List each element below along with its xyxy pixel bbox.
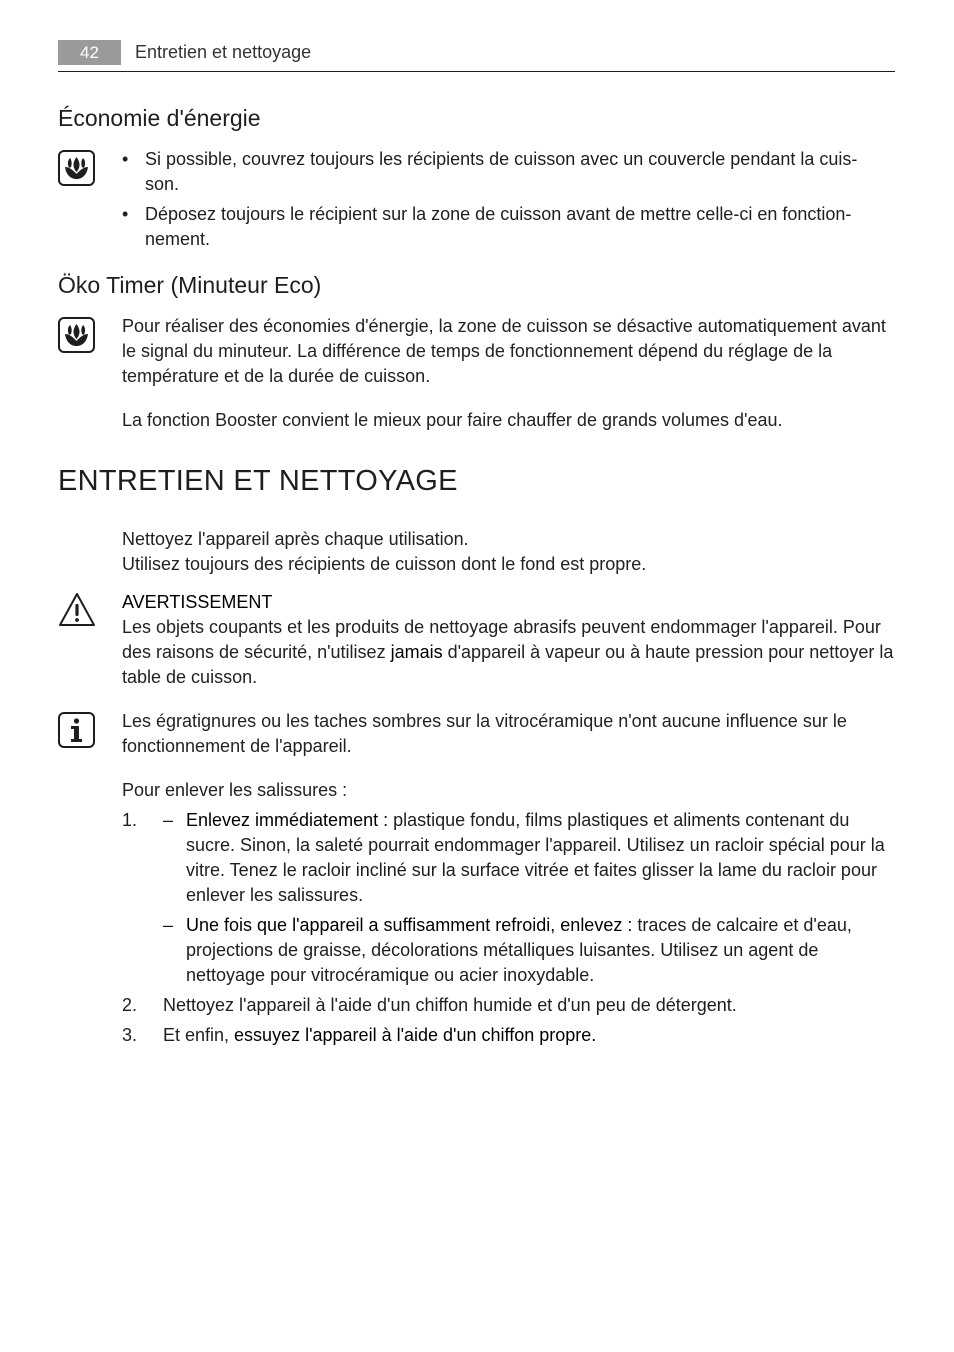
step-text-lead: essuyez l'appareil à l'aide d'un chiffon propre.: [234, 1025, 597, 1045]
info-text: Les égratignures ou les taches sombres sur la vitrocéramique n'ont aucune influence sur le fonctionnement de l'appareil.: [122, 711, 847, 756]
page-number: 42: [58, 40, 121, 65]
bullet-dot-icon: •: [122, 204, 129, 224]
paragraph: Utilisez toujours des récipients de cuisson dont le fond est propre.: [122, 554, 647, 574]
info-icon: [58, 712, 95, 753]
cleaning-intro: [122, 527, 894, 577]
sub-item-lead: Enlevez immédiatement :: [186, 810, 389, 830]
step-text-prefix: Et enfin,: [163, 1025, 235, 1045]
step-number: 2.: [122, 995, 138, 1015]
sub-item-text: traces de calcaire et d'eau, projections de graisse, décolorations métalliques luisantes. Utilisez un agent de nettoyage pour vitrocéramique ou acier inoxydable.: [186, 915, 852, 985]
warning-block: [122, 590, 894, 690]
warning-text: [122, 615, 894, 690]
paragraph: Nettoyez l'appareil après chaque utilisation.: [122, 529, 469, 549]
bullet-line: son.: [145, 174, 180, 194]
running-title: Entretien et nettoyage: [135, 42, 312, 62]
bullet-line: nement.: [145, 229, 211, 249]
dash-marker: –: [163, 915, 174, 935]
bullet-line: Déposez toujours le récipient sur la zone de cuisson avant de mettre celle-ci en fonction-: [145, 204, 852, 224]
warning-text-part: d'appareil à vapeur ou à haute pression pour nettoyer la table de cuisson.: [122, 642, 894, 687]
bullet-dot-icon: •: [122, 149, 129, 169]
warning-text-part: Les objets coupants et les produits de nettoyage abrasifs peuvent endommager l'appareil. Pour des raisons de sécurité, n'utilisez: [122, 617, 881, 662]
warning-title: AVERTISSEMENT: [122, 592, 273, 612]
energy-bullet-list: [122, 147, 894, 257]
list-item: [122, 202, 894, 252]
sub-item-text: plastique fondu, films plastiques et aliments contenant du sucre. Sinon, la saleté pourrait endommager l'appareil. Utilisez un racloir spécial pour la vitre. Tenez le racloir incliné sur la surface vitrée et faites glisser la lame du racloir pour enlever les salissures.: [186, 810, 885, 905]
list-item: [122, 993, 894, 1018]
list-item: [122, 1023, 894, 1048]
sub-item: [163, 808, 894, 908]
cleaning-heading: ENTRETIEN ET NETTOYAGE: [58, 465, 458, 497]
list-item: [122, 808, 894, 988]
list-item: [122, 147, 894, 197]
eco-timer-text: [122, 314, 894, 433]
step-number: 3.: [122, 1025, 138, 1045]
step-number: 1.: [122, 810, 138, 830]
warning-emphasis: jamais: [390, 642, 443, 662]
dash-marker: –: [163, 810, 174, 830]
warning-triangle-icon: [58, 592, 96, 633]
paragraph: La fonction Booster convient le mieux pour faire chauffer de grands volumes d'eau.: [122, 410, 783, 430]
paragraph: Pour réaliser des économies d'énergie, la zone de cuisson se désactive automatiquement avant le signal du minuteur. La différence de temps de fonctionnement dépend du réglage de la température et de la durée de cuisson.: [122, 316, 886, 386]
remove-dirt-label: Pour enlever les salissures :: [122, 780, 348, 800]
step-text: Nettoyez l'appareil à l'aide d'un chiffon humide et d'un peu de détergent.: [163, 995, 737, 1015]
energy-heading: Économie d'énergie: [58, 105, 261, 131]
eco-leaf-icon: [58, 317, 95, 358]
info-block: [122, 709, 894, 803]
bullet-line: Si possible, couvrez toujours les récipients de cuisson avec un couvercle pendant la cuis-: [145, 149, 858, 169]
cleaning-steps: [122, 808, 894, 1048]
sub-item: [163, 913, 894, 988]
eco-leaf-icon: [58, 150, 95, 191]
eco-timer-heading: Öko Timer (Minuteur Eco): [58, 272, 322, 298]
sub-item-lead: Une fois que l'appareil a suffisamment refroidi, enlevez :: [186, 915, 633, 935]
running-header: [58, 40, 895, 72]
